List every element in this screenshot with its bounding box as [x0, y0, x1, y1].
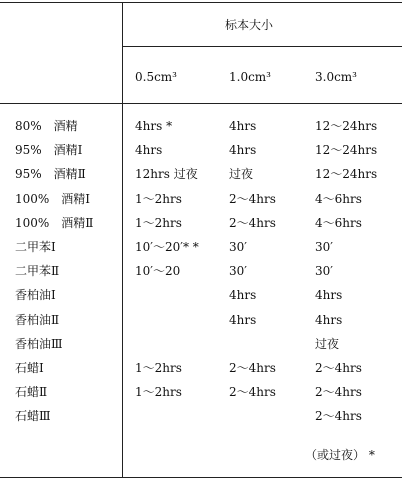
column-header-3-0: 3.0cm³ — [315, 70, 357, 84]
time-cell: 过夜 — [229, 167, 254, 181]
footnote: （或过夜） * — [305, 448, 375, 462]
column-divider — [122, 2, 123, 478]
column-header-1-0: 1.0cm³ — [229, 70, 271, 84]
time-cell: 4hrs — [135, 143, 163, 157]
column-header-0-5: 0.5cm³ — [135, 70, 177, 84]
time-cell: 1～2hrs — [135, 192, 182, 206]
time-cell: 4hrs — [229, 313, 257, 327]
header-group-rule — [123, 46, 402, 47]
reagent-cell: 80% 酒精 — [15, 119, 78, 133]
time-cell: 过夜 — [315, 337, 340, 351]
time-cell: 4hrs — [229, 143, 257, 157]
time-cell: 1～2hrs — [135, 216, 182, 230]
time-cell: 12hrs 过夜 — [135, 167, 198, 181]
reagent-cell: 100% 酒精Ⅰ — [15, 192, 91, 206]
time-cell: 2～4hrs — [315, 409, 362, 423]
reagent-cell: 95% 酒精Ⅰ — [15, 143, 83, 157]
reagent-cell: 石蜡Ⅰ — [15, 361, 44, 375]
time-cell: 30′ — [315, 240, 333, 254]
time-cell: 30′ — [315, 264, 333, 278]
time-cell: 2～4hrs — [229, 216, 276, 230]
time-cell: 10′～20 — [135, 264, 181, 278]
time-cell: 2～4hrs — [229, 361, 276, 375]
time-cell: 2～4hrs — [315, 385, 362, 399]
time-cell: 4hrs — [229, 288, 257, 302]
time-cell: 2～4hrs — [315, 361, 362, 375]
time-cell: 4hrs — [315, 313, 343, 327]
reagent-cell: 95% 酒精Ⅱ — [15, 167, 86, 181]
time-cell: 30′ — [229, 240, 247, 254]
reagent-cell: 二甲苯Ⅱ — [15, 264, 60, 278]
time-cell: 12～24hrs — [315, 167, 378, 181]
time-cell: 10′～20′* * — [135, 240, 199, 254]
top-rule — [0, 2, 402, 3]
time-cell: 2～4hrs — [229, 192, 276, 206]
reagent-cell: 二甲苯Ⅰ — [15, 240, 56, 254]
time-cell: 2～4hrs — [229, 385, 276, 399]
bottom-rule — [0, 477, 402, 478]
time-cell: 30′ — [229, 264, 247, 278]
header-group-label: 标本大小 — [225, 18, 274, 32]
reagent-cell: 香柏油Ⅲ — [15, 337, 63, 351]
time-cell: 12～24hrs — [315, 119, 378, 133]
reagent-cell: 香柏油Ⅱ — [15, 313, 60, 327]
reagent-cell: 石蜡Ⅱ — [15, 385, 48, 399]
time-cell: 1～2hrs — [135, 361, 182, 375]
time-cell: 4～6hrs — [315, 192, 362, 206]
time-cell: 1～2hrs — [135, 385, 182, 399]
time-cell: 4～6hrs — [315, 216, 362, 230]
reagent-cell: 100% 酒精Ⅱ — [15, 216, 94, 230]
reagent-cell: 石蜡Ⅲ — [15, 409, 51, 423]
time-cell: 4hrs — [315, 288, 343, 302]
time-cell: 12～24hrs — [315, 143, 378, 157]
time-cell: 4hrs — [229, 119, 257, 133]
reagent-cell: 香柏油Ⅰ — [15, 288, 56, 302]
time-cell: 4hrs * — [135, 119, 173, 133]
header-bottom-rule — [0, 103, 402, 104]
